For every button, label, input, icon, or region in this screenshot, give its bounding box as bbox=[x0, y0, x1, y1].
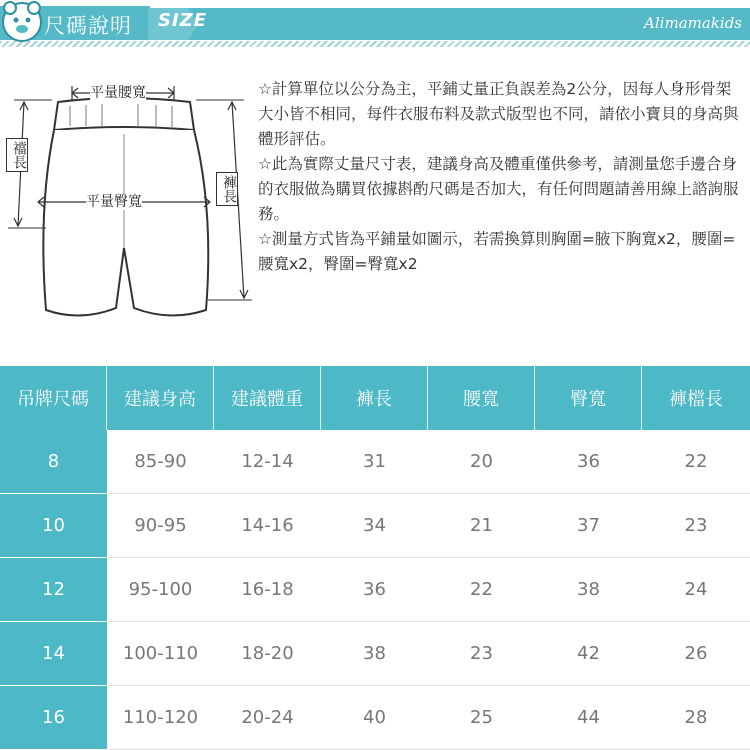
header-weight: 建議體重 bbox=[214, 366, 321, 430]
table-header-row bbox=[0, 366, 750, 430]
table-row bbox=[0, 430, 750, 494]
cell-weight: 12-14 bbox=[214, 430, 321, 494]
note-reference-only: ☆此為實際丈量尺寸表，建議身高及體重僅供參考，請測量您手邊合身的衣服做為購買依據斟酌尺碼是否加大，有任何問題請善用線上諮詢服務。 bbox=[258, 155, 739, 223]
cell-pants-length: 36 bbox=[321, 558, 428, 622]
header-height: 建議身高 bbox=[107, 366, 214, 430]
cell-height: 95-100 bbox=[107, 558, 214, 622]
cell-rise-length: 24 bbox=[642, 558, 750, 622]
header-waist-width: 腰寬 bbox=[428, 366, 535, 430]
table-row bbox=[0, 622, 750, 686]
cell-waist-width: 25 bbox=[428, 686, 535, 750]
cell-weight: 16-18 bbox=[214, 558, 321, 622]
cell-pants-length: 40 bbox=[321, 686, 428, 750]
cell-tag-size: 14 bbox=[0, 622, 107, 686]
cell-rise-length: 23 bbox=[642, 494, 750, 558]
page-title-english: SIZE bbox=[158, 10, 208, 31]
cell-tag-size: 8 bbox=[0, 430, 107, 494]
cell-rise-length: 26 bbox=[642, 622, 750, 686]
cell-hip-width: 44 bbox=[535, 686, 642, 750]
cell-waist-width: 22 bbox=[428, 558, 535, 622]
cell-height: 85-90 bbox=[107, 430, 214, 494]
cell-weight: 20-24 bbox=[214, 686, 321, 750]
note-measurement-unit: ☆計算單位以公分為主，平鋪丈量正負誤差為2公分，因每人身形骨架大小皆不相同，每件衣服布料及款式版型也不同，請依小寶貝的身高與體形評估。 bbox=[258, 80, 739, 148]
cell-pants-length: 38 bbox=[321, 622, 428, 686]
header-stripe bbox=[0, 41, 750, 47]
note-measure-method: ☆測量方式皆為平鋪量如圖示，若需換算則胸圍=腋下胸寬x2，腰圍=腰寬x2，臀圍=臀寬x2 bbox=[258, 230, 736, 273]
size-notes bbox=[258, 77, 746, 277]
table-row bbox=[0, 494, 750, 558]
pants-length-label: 褲長 bbox=[216, 172, 238, 206]
cell-tag-size: 16 bbox=[0, 686, 107, 750]
header bbox=[0, 0, 750, 50]
cell-hip-width: 42 bbox=[535, 622, 642, 686]
mascot-face-icon bbox=[0, 0, 46, 44]
cell-height: 110-120 bbox=[107, 686, 214, 750]
cell-waist-width: 23 bbox=[428, 622, 535, 686]
header-hip-width: 臀寬 bbox=[535, 366, 642, 430]
cell-height: 100-110 bbox=[107, 622, 214, 686]
page-title: 尺碼說明 bbox=[44, 14, 132, 38]
cell-pants-length: 31 bbox=[321, 430, 428, 494]
cell-rise-length: 22 bbox=[642, 430, 750, 494]
size-chart-table bbox=[0, 366, 750, 750]
cell-waist-width: 21 bbox=[428, 494, 535, 558]
cell-weight: 18-20 bbox=[214, 622, 321, 686]
shorts-measurement-diagram bbox=[0, 60, 260, 330]
hip-width-label: 平量臀寬 bbox=[86, 194, 142, 210]
cell-waist-width: 20 bbox=[428, 430, 535, 494]
cell-height: 90-95 bbox=[107, 494, 214, 558]
cell-weight: 14-16 bbox=[214, 494, 321, 558]
header-pants-length: 褲長 bbox=[321, 366, 428, 430]
cell-rise-length: 28 bbox=[642, 686, 750, 750]
cell-tag-size: 12 bbox=[0, 558, 107, 622]
header-rise-length: 褲檔長 bbox=[642, 366, 750, 430]
cell-hip-width: 36 bbox=[535, 430, 642, 494]
table-row bbox=[0, 686, 750, 750]
brand-logo-text: Alimamakids bbox=[644, 14, 742, 32]
waist-width-label: 平量腰寬 bbox=[90, 85, 146, 101]
cell-hip-width: 37 bbox=[535, 494, 642, 558]
cell-pants-length: 34 bbox=[321, 494, 428, 558]
cell-tag-size: 10 bbox=[0, 494, 107, 558]
table-row bbox=[0, 558, 750, 622]
rise-length-label: 襠長 bbox=[6, 138, 28, 172]
cell-hip-width: 38 bbox=[535, 558, 642, 622]
header-tag-size: 吊牌尺碼 bbox=[0, 366, 107, 430]
